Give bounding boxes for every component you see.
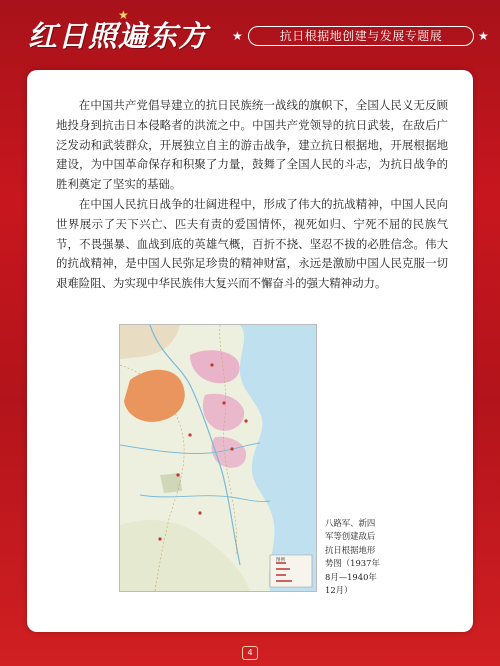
exhibition-title-banner bbox=[232, 26, 494, 48]
article-paragraph: 在中国共产党倡导建立的抗日民族统一战线的旗帜下，全国人民义无反顾地投身到抗击日本侵略者的洪流之中。中国共产党领导的抗日武装，在敌后广泛发动和武装群众，开展独立自主的游击战争，建立抗日根据地，开展根据地建设，为中国革命保存和积聚了力量，鼓舞了全国人民的斗志，为抗日战争的胜利奠定了坚实的基础。 bbox=[56, 98, 448, 192]
exhibition-logo: 红日照遍东方 bbox=[28, 19, 209, 53]
star-icon: ★ bbox=[478, 29, 489, 43]
content-card bbox=[27, 70, 473, 632]
star-icon: ★ bbox=[118, 8, 129, 22]
star-icon: ★ bbox=[232, 29, 243, 43]
article-body bbox=[56, 96, 448, 294]
article-paragraph: 在中国人民抗日战争的壮阔进程中，形成了伟大的抗战精神，中国人民向世界展示了天下兴亡、匹夫有责的爱国情怀，视死如归、宁死不屈的民族气节，不畏强暴、血战到底的英雄气概，百折不挠、坚忍不拔的必胜信念。伟大的抗战精神，是中国人民弥足珍贵的精神财富，永远是激励中国人民克服一切艰难险阻、为实现中华民族伟大复兴而不懈奋斗的强大精神动力。 bbox=[56, 196, 448, 291]
map-legend-title: 图例 bbox=[276, 558, 285, 563]
base-areas-map bbox=[119, 324, 317, 592]
exhibition-title: 抗日根据地创建与发展专题展 bbox=[248, 26, 474, 46]
map-caption: 八路军、新四军等创建敌后抗日根据地形势图（1937年8月—1940年12月） bbox=[325, 518, 380, 596]
header bbox=[0, 0, 500, 70]
page-number: 4 bbox=[242, 646, 258, 660]
map-graphic bbox=[120, 325, 316, 591]
